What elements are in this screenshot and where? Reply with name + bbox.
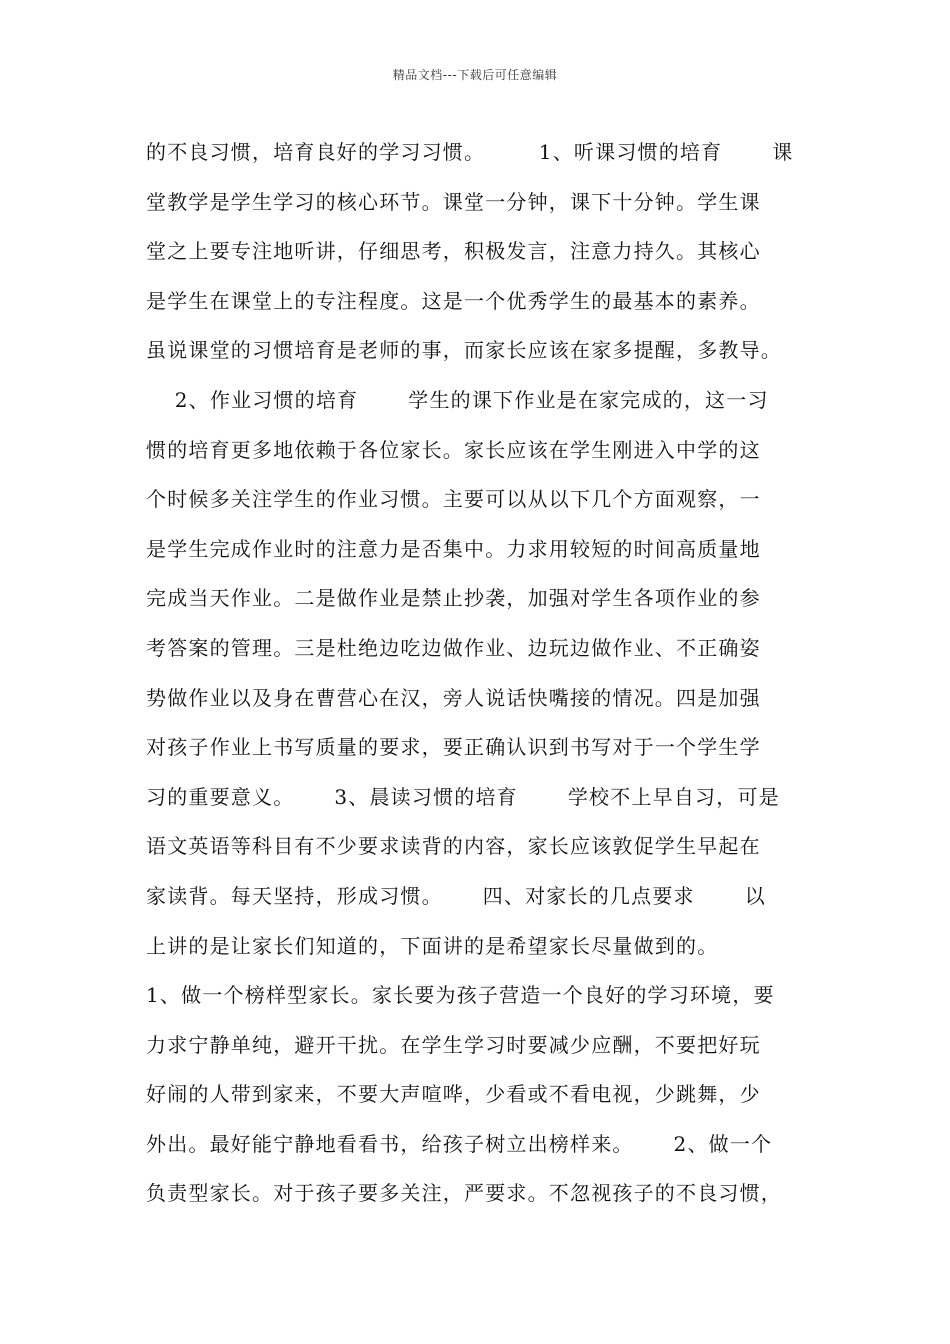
text-line: 好闹的人带到家来，不要大声喧哗，少看或不看电视，少跳舞，少 xyxy=(146,1082,761,1107)
text-line: 堂之上要专注地听讲，仔细思考，积极发言，注意力持久。其核心 xyxy=(146,239,761,264)
text-line: 是学生在课堂上的专注程度。这是一个优秀学生的最基本的素养。 xyxy=(146,288,761,313)
text-line: 对孩子作业上书写质量的要求，要正确认识到书写对于一个学生学 xyxy=(146,735,761,760)
text-line: 个时候多关注学生的作业习惯。主要可以从以下几个方面观察，一 xyxy=(146,487,761,512)
text-line: 家读背。每天坚持，形成习惯。 四、对家长的几点要求 以 xyxy=(146,883,766,908)
text-line: 上讲的是让家长们知道的，下面讲的是希望家长尽量做到的。 xyxy=(146,933,719,958)
text-line: 语文英语等科目有不少要求读背的内容，家长应该敦促学生早起在 xyxy=(146,834,761,859)
text-line: 负责型家长。对于孩子要多关注，严要求。不忽视孩子的不良习惯， xyxy=(146,1181,782,1206)
body-text xyxy=(146,132,826,1223)
text-line: 堂教学是学生学习的核心环节。课堂一分钟，课下十分钟。学生课 xyxy=(146,189,761,214)
page-header: 精品文档---下载后可任意编辑 xyxy=(392,68,558,82)
text-line: 的不良习惯，培育良好的学习习惯。 1、听课习惯的培育 课 xyxy=(146,140,794,164)
text-line: 完成当天作业。二是做作业是禁止抄袭，加强对学生各项作业的参 xyxy=(146,586,761,611)
text-line: 外出。最好能宁静地看看书，给孩子树立出榜样来。 2、做一个 xyxy=(146,1131,773,1156)
text-line: 惯的培育更多地依赖于各位家长。家长应该在学生刚进入中学的这 xyxy=(146,437,761,462)
text-line: 2、作业习惯的培育 学生的课下作业是在家完成的，这一习 xyxy=(146,387,769,412)
text-line: 虽说课堂的习惯培育是老师的事，而家长应该在家多提醒，多教导。 xyxy=(146,338,782,363)
text-line: 势做作业以及身在曹营心在汉，旁人说话快嘴接的情况。四是加强 xyxy=(146,685,761,710)
text-line: 是学生完成作业时的注意力是否集中。力求用较短的时间高质量地 xyxy=(146,536,761,561)
text-line: 1、做一个榜样型家长。家长要为孩子营造一个良好的学习环境，要 xyxy=(146,983,775,1008)
text-line: 习的重要意义。 3、晨读习惯的培育 学校不上早自习，可是 xyxy=(146,784,780,809)
text-line: 考答案的管理。三是杜绝边吃边做作业、边玩边做作业、不正确姿 xyxy=(146,635,761,660)
text-line: 力求宁静单纯，避开干扰。在学生学习时要减少应酬，不要把好玩 xyxy=(146,1032,761,1057)
